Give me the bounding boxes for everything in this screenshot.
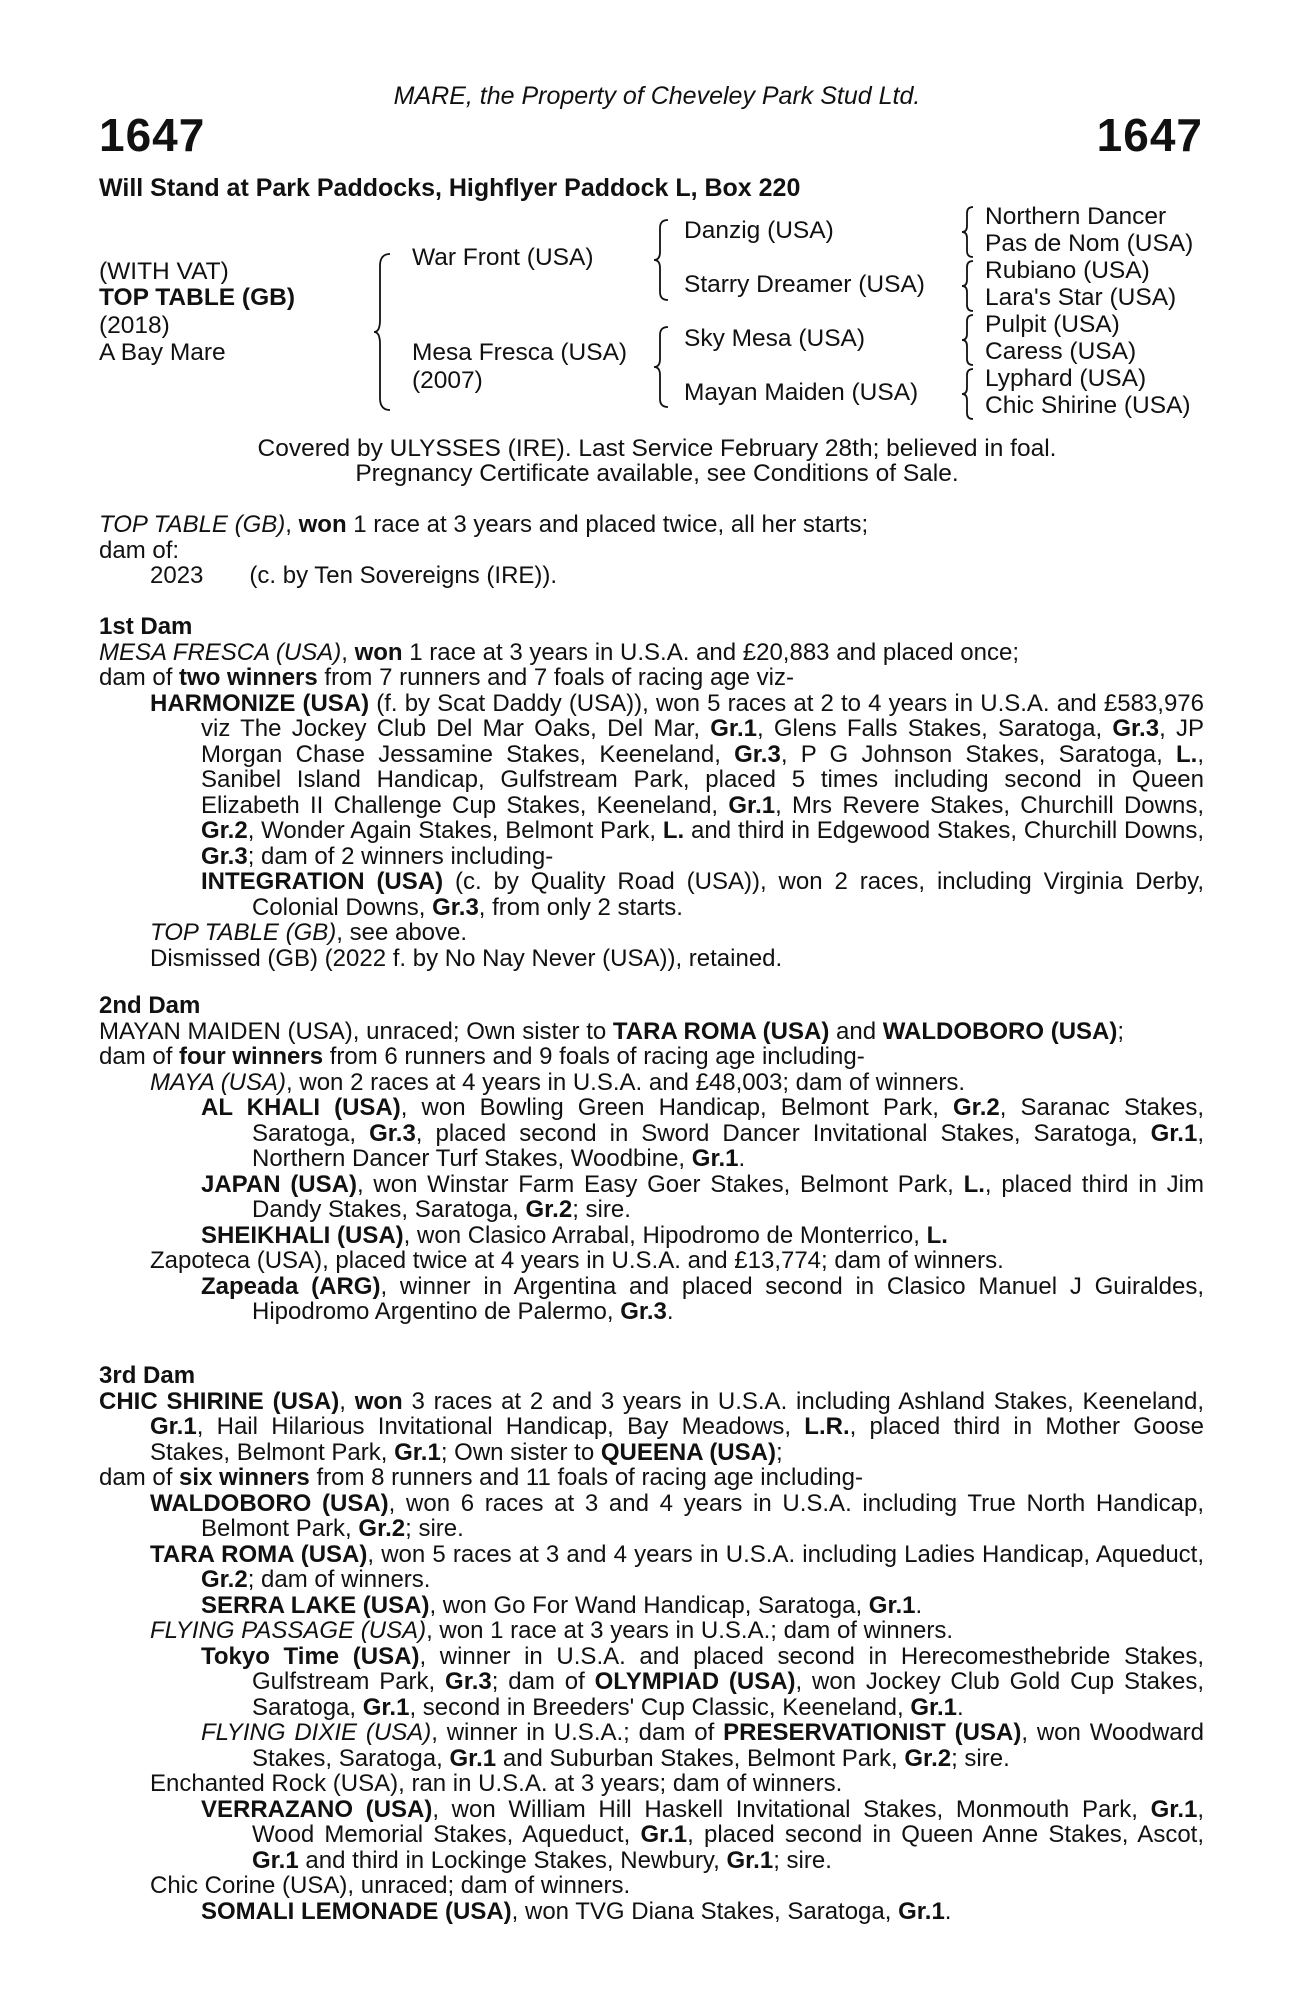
first-dam-heading: 1st Dam [99,613,193,640]
gen3-brace-3 [960,313,976,367]
gen3-brace-4 [960,367,976,421]
dam-brace [652,325,672,409]
third-dam-section: 3rd Dam CHIC SHIRINE (USA), won 3 races at 2 and 3 years in U.S.A. including Ashland Stakes, Keeneland, Gr.1, Hail Hilarious Invitational Handicap, Bay Meadows, L.R., placed third in Mother Goose Stakes, Belmont Park, Gr.1; Own sister to QUEENA (USA); dam of six winners from 8 runners and 11 foals of racing age including- WALDOBORO (USA), won 6 races at 3 and 4 years in U.S.A. including True North Handicap, Belmont Park, Gr.2; sire. TARA ROMA (USA), won 5 races at 3 and 4 years in U.S.A. including Ladies Handicap, Aqueduct, Gr.2; dam of winners. SERRA LAKE (USA), won Go For Wand Handicap, Saratoga, Gr.1. FLYING PASSAGE (USA), won 1 race at 3 years in U.S.A.; dam of winners. Tokyo Time (USA), winner in U.S.A. and placed second in Herecomesthebride Stakes, Gulfstream Park, Gr.3; dam of OLYMPIAD (USA), won Jockey Club Gold Cup Stakes, Saratoga, Gr.1, second in Breeders' Cup Classic, Keeneland, Gr.1. FLYING DIXIE (USA), winner in U.S.A.; dam of PRESERVATIONIST (USA), won Woodward Stakes, Saratoga, Gr.1 and Suburban Stakes, Belmont Park, Gr.2; sire. Enchanted Rock (USA), ran in U.S.A. at 3 years; dam of winners. VERRAZANO (USA), won William Hill Haskell Invitational Stakes, Monmouth Park, Gr.1, Wood Memorial Stakes, Aqueduct, Gr.1, placed second in Queen Anne Stakes, Ascot, Gr.1 and third in Lockinge Stakes, Newbury, Gr.1; sire. Chic Corine (USA), unraced; dam of winners. SOMALI LEMONADE (USA), won TVG Diana Stakes, Saratoga, Gr.1. [99,1362,1205,1925]
dam-sire: Sky Mesa (USA) [684,325,866,352]
gen3-8: Chic Shirine (USA) [985,392,1191,419]
gen3-2: Pas de Nom (USA) [985,230,1194,257]
second-dam-heading: 2nd Dam [99,992,201,1019]
harmonize-name: HARMONIZE (USA) [150,689,370,717]
produce-year: 2023 [150,562,204,589]
record-horse: TOP TABLE (GB) [99,511,286,538]
serra-lake-entry: SERRA LAKE (USA), won Go For Wand Handicap, Saratoga, Gr.1. [201,1591,923,1619]
sire-dam: Starry Dreamer (USA) [684,271,925,298]
main-brace [372,252,394,412]
integration-name: INTEGRATION (USA) [201,868,444,895]
produce-text: (c. by Ten Sovereigns (IRE)). [249,562,558,589]
record-won: won [298,511,347,538]
stand-location: Will Stand at Park Paddocks, Highflyer Paddock L, Box 220 [99,174,801,202]
harmonize-entry: HARMONIZE (USA) (f. by Scat Daddy (USA)), won 5 races at 2 to 4 years in U.S.A. and £583,976 viz The Jockey Club Del Mar Oaks, Del Mar, Gr.1, Glens Falls Stakes, Saratoga, Gr.3, JP Morgan Chase Jessamine Stakes, Keeneland, Gr.3, P G Johnson Stakes, Saratoga, L., Sanibel Island Handicap, Gulfstream Park, placed 5 times including second in Queen Elizabeth II Challenge Cup Stakes, Keeneland, Gr.1, Mrs Revere Stakes, Churchill Downs, Gr.2, Wonder Again Stakes, Belmont Park, L. and third in Edgewood Stakes, Churchill Downs, Gr.3; dam of 2 winners including- [150,689,1204,870]
gen3-4: Lara's Star (USA) [985,284,1177,311]
flying-dixie-entry: FLYING DIXIE (USA), winner in U.S.A.; dam of PRESERVATIONIST (USA), won Woodward Stakes, Saratoga, Gr.1 and Suburban Stakes, Belmont Park, Gr.2; sire. [201,1719,1204,1772]
horse-description: A Bay Mare [99,339,226,366]
lot-number-right: 1647 [1096,109,1203,161]
race-record: TOP TABLE (GB), won 1 race at 3 years and placed twice, all her starts; dam of: 2023 (c. by Ten Sovereigns (IRE)). [99,512,1204,589]
gen3-3: Rubiano (USA) [985,257,1150,284]
dam-of-label: dam of: [99,536,180,564]
vat-label: (WITH VAT) [99,258,229,285]
dam-dam: Mayan Maiden (USA) [684,379,919,406]
somali-lemonade-entry: SOMALI LEMONADE (USA), won TVG Diana Stakes, Saratoga, Gr.1. [201,1897,952,1925]
pregnancy-line: Pregnancy Certificate available, see Conditions of Sale. [355,460,959,487]
maya-name: MAYA (USA) [150,1068,287,1096]
chic-corine-entry: Chic Corine (USA), unraced; dam of winners. [150,1872,631,1899]
flying-passage-name: FLYING PASSAGE (USA) [150,1617,427,1644]
gen3-brace-2 [960,259,976,313]
horse-year: (2018) [99,312,170,339]
tokyo-time-entry: Tokyo Time (USA), winner in U.S.A. and placed second in Herecomesthebride Stakes, Gulfstream Park, Gr.3; dam of OLYMPIAD (USA), won Jockey Club Gold Cup Stakes, Saratoga, Gr.1, second in Breeders' Cup Classic, Keeneland, Gr.1. [201,1642,1204,1721]
covering-line: Covered by ULYSSES (IRE). Last Service February 28th; believed in foal. [257,435,1057,462]
dam-year: (2007) [412,367,483,394]
owner-line: MARE, the Property of Cheveley Park Stud Ltd. [393,82,921,110]
first-dam-mare: MESA FRESCA (USA) [99,638,342,666]
record-text: 1 race at 3 years and placed twice, all her starts; [346,511,869,538]
second-dam-section: 2nd Dam MAYAN MAIDEN (USA), unraced; Own sister to TARA ROMA (USA) and WALDOBORO (USA); dam of four winners from 6 runners and 9 foals of racing age including- MAYA (USA), won 2 races at 4 years in U.S.A. and £48,003; dam of winners. AL KHALI (USA), won Bowling Green Handicap, Belmont Park, Gr.2, Saranac Stakes, Saratoga, Gr.3, placed second in Sword Dancer Invitational Stakes, Saratoga, Gr.1, Northern Dancer Turf Stakes, Woodbine, Gr.1. JAPAN (USA), won Winstar Farm Easy Goer Stakes, Belmont Park, L., placed third in Jim Dandy Stakes, Saratoga, Gr.2; sire. SHEIKHALI (USA), won Clasico Arrabal, Hipodromo de Monterrico, L. Zapoteca (USA), placed twice at 4 years in U.S.A. and £13,774; dam of winners. Zapeada (ARG), winner in Argentina and placed second in Clasico Manuel J Guiraldes, Hipodromo Argentino de Palermo, Gr.3. [99,992,1205,1325]
al-khali-entry: AL KHALI (USA), won Bowling Green Handicap, Belmont Park, Gr.2, Saranac Stakes, Saratoga, Gr.3, placed second in Sword Dancer Invitational Stakes, Saratoga, Gr.1, Northern Dancer Turf Stakes, Woodbine, Gr.1. [201,1094,1205,1172]
zapoteca-entry: Zapoteca (USA), placed twice at 4 years in U.S.A. and £13,774; dam of winners. [150,1247,1004,1274]
gen3-1: Northern Dancer [985,203,1167,230]
dismissed-entry: Dismissed (GB) (2022 f. by No Nay Never (USA)), retained. [150,944,783,972]
integration-entry: INTEGRATION (USA) (c. by Quality Road (USA)), won 2 races, including Virginia Derby, Colonial Downs, Gr.3, from only 2 starts. [201,868,1204,921]
sire-brace [652,218,672,302]
dam-name: Mesa Fresca (USA) [412,339,628,366]
gen3-brace-1 [960,205,976,259]
gen3-7: Lyphard (USA) [985,365,1147,392]
sheikhali-entry: SHEIKHALI (USA), won Clasico Arrabal, Hipodromo de Monterrico, L. [201,1221,948,1249]
gen3-5: Pulpit (USA) [985,311,1120,338]
horse-name: TOP TABLE (GB) [99,284,295,311]
first-dam-section: 1st Dam MESA FRESCA (USA), won 1 race at 3 years in U.S.A. and £20,883 and placed once; dam of two winners from 7 runners and 7 foals of racing age viz- HARMONIZE (USA) (f. by Scat Daddy (USA)), won 5 races at 2 to 4 years in U.S.A. and £583,976 viz The Jockey Club Del Mar Oaks, Del Mar, Gr.1, Glens Falls Stakes, Saratoga, Gr.3, JP Morgan Chase Jessamine Stakes, Keeneland, Gr.3, P G Johnson Stakes, Saratoga, L., Sanibel Island Handicap, Gulfstream Park, placed 5 times including second in Queen Elizabeth II Challenge Cup Stakes, Keeneland, Gr.1, Mrs Revere Stakes, Churchill Downs, Gr.2, Wonder Again Stakes, Belmont Park, L. and third in Edgewood Stakes, Churchill Downs, Gr.3; dam of 2 winners including- INTEGRATION (USA) (c. by Quality Road (USA)), won 2 races, including Virginia Derby, Colonial Downs, Gr.3, from only 2 starts. TOP TABLE (GB), see above. Dismissed (GB) (2022 f. by No Nay Never (USA)), retained. [99,613,1204,972]
zapeada-entry: Zapeada (ARG), winner in Argentina and placed second in Clasico Manuel J Guiraldes, Hipodromo Argentino de Palermo, Gr.3. [201,1272,1205,1325]
tara-roma-entry: TARA ROMA (USA), won 5 races at 3 and 4 years in U.S.A. including Ladies Handicap, Aqueduct, Gr.2; dam of winners. [150,1540,1204,1593]
waldoboro-entry: WALDOBORO (USA), won 6 races at 3 and 4 years in U.S.A. including True North Handicap, Belmont Park, Gr.2; sire. [150,1489,1204,1542]
verrazano-entry: VERRAZANO (USA), won William Hill Haskell Invitational Stakes, Monmouth Park, Gr.1, Wood Memorial Stakes, Aqueduct, Gr.1, placed second in Queen Anne Stakes, Ascot, Gr.1 and third in Lockinge Stakes, Newbury, Gr.1; sire. [201,1795,1205,1874]
enchanted-rock-entry: Enchanted Rock (USA), ran in U.S.A. at 3 years; dam of winners. [150,1770,843,1797]
sire-name: War Front (USA) [412,244,594,271]
japan-entry: JAPAN (USA), won Winstar Farm Easy Goer Stakes, Belmont Park, L., placed third in Jim Dandy Stakes, Saratoga, Gr.2; sire. [201,1170,1204,1223]
third-dam-heading: 3rd Dam [99,1362,196,1389]
lot-number-left: 1647 [99,109,206,161]
sire-sire: Danzig (USA) [684,217,834,244]
gen3-6: Caress (USA) [985,338,1137,365]
